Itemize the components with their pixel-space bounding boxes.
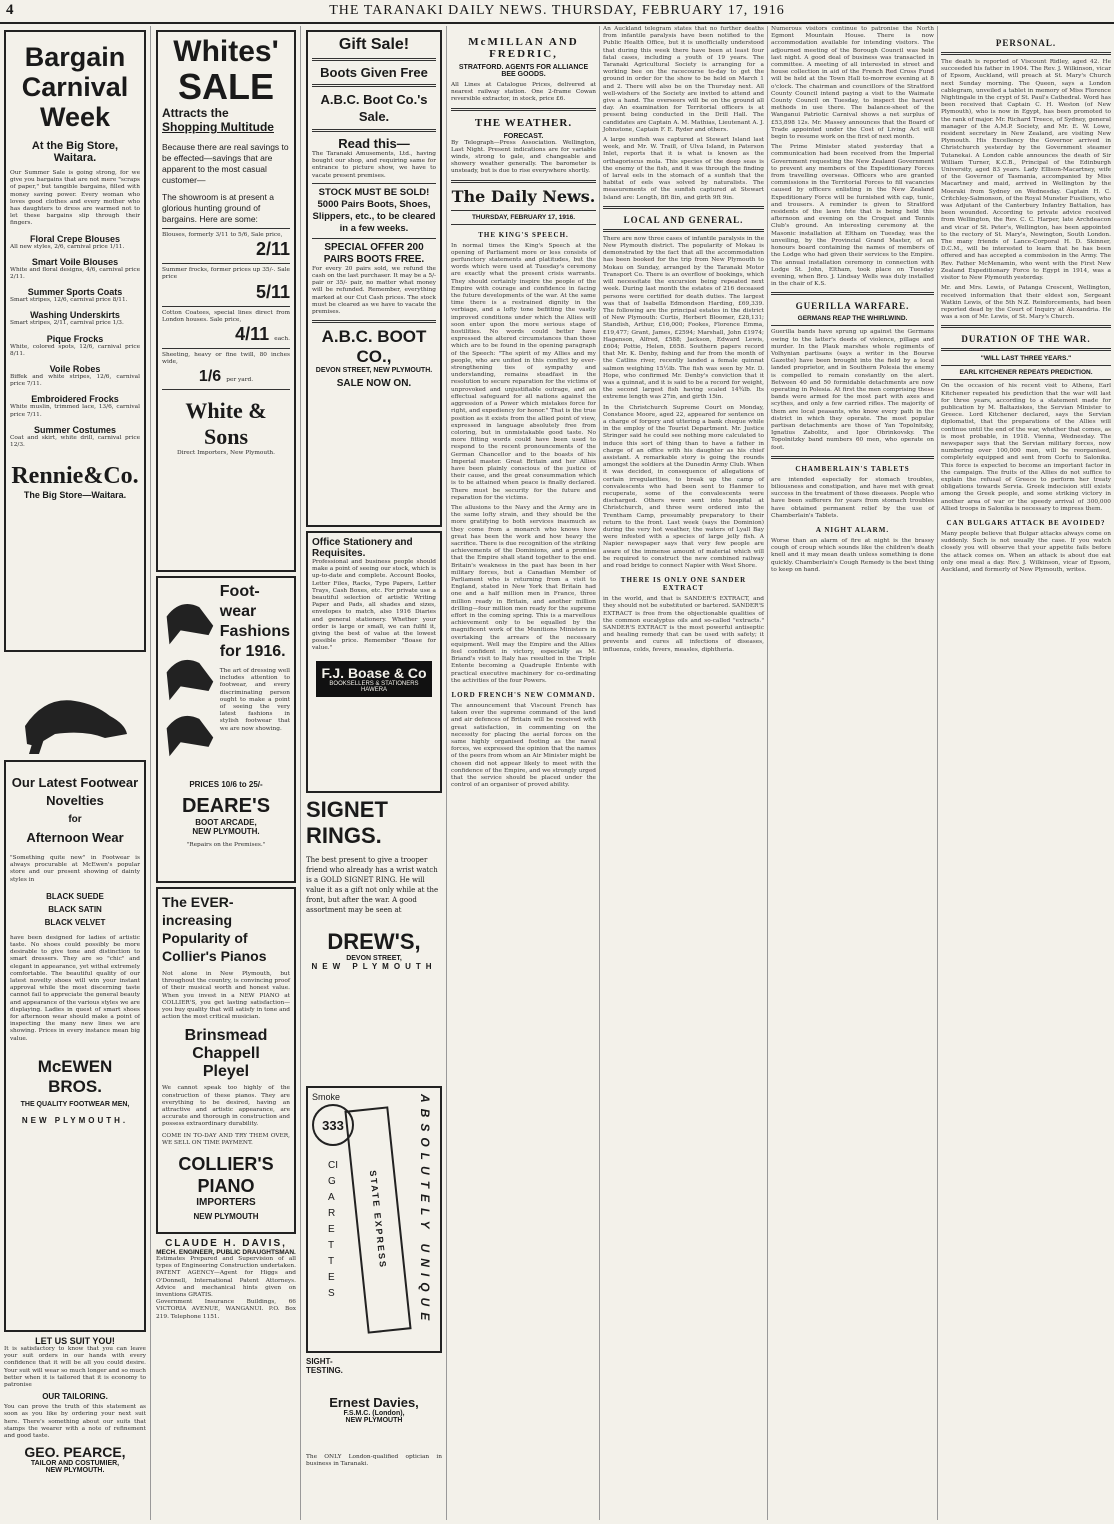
- duration-title: DURATION OF THE WAR.: [961, 334, 1091, 345]
- optician-ad: SIGHT-TESTING. Ernest Davies, F.S.M.C. (London), NEW PLYMOUTH The ONLY London-qualified optician in business in Taranaki.: [306, 1357, 442, 1468]
- rennie-logo: Rennie&Co.: [11, 463, 139, 490]
- whites-ad: Whites' SALE Attracts the Shopping Multitude Because there are real savings to be effected—savings that are apparent to the most casual customer— The showroom is at present a glorious hunting ground of bargains. Here are some: Blouses, formerly 3/11 to 5/6, Sale price, 2/11 Summer frocks, former prices up 35/-. Sale price 5/11 Cotton Coatees, special lines direct from London houses. Sale price, 4/11 each. Sheeting, heavy or fine twill, 80 inches wide, 1/6 per yard. White & Sons Direct Importers, New Plymouth.: [156, 30, 296, 572]
- masthead: THE TARANAKI DAILY NEWS. THURSDAY, FEBRUARY 17, 1916: [329, 3, 785, 18]
- guerilla-title: GUERILLA WARFARE.: [795, 301, 910, 312]
- davis-ad: CLAUDE H. DAVIS, MECH. ENGINEER, PUBLIC DRAUGHTSMAN. Estimates Prepared and Supervision of all types of Engineering Construction undertaken. PATENT AGENCY—Agent for Higgs and O'Donnell, International Patent Attorneys. Advice and mechanical hints given on inventions GRATIS. Government Insurance Buildings, 66 VICTORIA AVENUE, WANGANUI. P.O. Box 219. Telephone 1151.: [156, 1238, 296, 1320]
- drews-logo: DREW'S,: [327, 929, 421, 954]
- cigarette-number-badge: 333: [312, 1104, 354, 1146]
- list-item: Smart Voile Blouses White and floral designs, 4/6, carnival price 2/11.: [10, 256, 140, 281]
- column-7: PERSONAL. The death is reported of Viscount Ridley, aged 42. He succeeded his father in 1904. The Rev. J. Wilkinson, vicar of Epsom, Auckland, will preach at St. Mary's Church next Sunday morning. The Queen, says a London cablegram, unveiled a tablet in memory of Miss Florence Nightingale in the crypt of St. Paul's Cathedral. Word has been received that Captain C. H. Weston (of New Plymouth), who is now in Egypt, has been promoted to the rank of major. Mr. Richard Treece, of Sydney, general manager of the A.M.P. Society, and Mr. E. W. Lowe, resident secretary in New Zealand, are visiting New Plymouth. His Excellency the Governor arrived in Christchurch yesterday by the Government steamer Tutanekai. A London cable announces the death of Sir William Turner, K.C.B., Principal of the Edinburgh University, aged 83 years. Lady Ellison-Macartney, wife of the Governor of Tasmania, accompanied by Miss Macartney and maid, arrived in Wellington by the Moeraki from Sydney on Wednesday. Captain H. C. Critchley-Salmonson, of the Royal Munster Fusiliers, who was Adjutant of the Canterbury Infantry Battalion, has been wounded. According to private advice received from Wellington, the Rev. C. C. Harper, late Archdeacon and vicar of St. Peter's, Wellington, has been appointed to the rectory of St. Mary's, Newington, South London. The many friends of Lance-Corporal H. D. Skinner, D.C.M., will be interested to learn that he has been offered and has accepted a commission in the Army. The Rev. Father McMenamin, who went with the First New Zealand Expeditionary Force to Egypt in 1914, was a visitor to New Plymouth yesterday. Mr. and Mrs. Lewis, of Patanga Crescent, Wellington, received information that their eldest son, Sergeant Watkin Lewis, of the 5th N.Z. Reinforcements, had been reported dead by the Court of Inquiry at Alexandria. He was a son of Mr. Lewis, of St. Mary's Church. DURATION OF THE WAR. "WILL LAST THREE YEARS." EARL KITCHENER REPEATS PREDICTION. On the occasion of his recent visit to Athens, Earl Kitchener repeated his prediction that the war will last for three years, according to a statement made for publication by M. Baltaziskes, the Servian Minister to Greece. Lord Kitchener declared, says the Servian diplomatist, that the preparations of the Allies will continue until the end of the war, whether that comes, as is most probable, in 1918. Vienna, Wednesday. The newspaper says that the Servian military forces, now numbering over 100,000 men, will be reorganised, completely equipped and sent from Corfu to Salonika. This force is expected to become an important factor in the campaign. The fruits of the Allies do not suffice to explain the refusal of Greece to perform her treaty obligations towards Servia. Greek indecision still exists among the Greek people, and some striking victory in another area of war or the speedy arrival of 300,000 Allied troops in Salonika is necessary to impress them. CAN BULGARS ATTACK BE AVOIDED? Many people believe that Bulgar attacks always come on suddenly. Such is not usually the case. If you watch closely you will observe that your appetite fails before the attack comes on. When an attack is about due eat only one meal a day. Rev. J. Wilkinson, vicar of Epsom, Auckland, and formerly of New Plymouth, writes.: [941, 38, 1111, 573]
- deares-logo: DEARE'S: [181, 795, 271, 817]
- weather-title: THE WEATHER.: [474, 116, 573, 129]
- list-item: Summer Sports Coats Smart stripes, 12/6, carnival price 8/11.: [10, 287, 128, 304]
- column-6: Numerous visitors continue to patronise the North Egmont Mountain House. There is now accommodation available for intending visitors. The adjourned meeting of the Borough Council was held last night. A good deal of business was transacted in committee. A meeting of all interested in street and house collection in aid of the French Red Cross Fund will be held at the Town Hall to-morrow evening at 8 o'clock. The chairman and councillors of the Stratford County Council intend paying a visit to the Waimate County Council on Tuesday, to inspect the harvest methods in use there. The balance-sheet of the Wanganui Patriotic Carnival shows a net surplus of £53,898 12s. Mr. Massey announces that the Board of Trade appointed under the Cost of Living Act will begin to resume work on the first of next month. The Prime Minister stated yesterday that a communication had been received from the Imperial Government requesting the New Zealand Government to prevent any members of the Expeditionary Forces from travelling overseas. Officers who are granted commissions in the Territorial Forces to fill vacancies caused by officers enlisting in the New Zealand Expeditionary Force will be furnished with cap, tunic, and trousers. A reminder is given to Stratford residents of the lawn fete that is being held this afternoon and evening on the Croquet and Tennis Club's ground. An interesting ceremony at the Masonic installation at Eltham on Tuesday, was the unveiling, by the Provincial Grand Master, of an honours board containing the names of members of the Lodge who had given their services to the Empire. The annual installation ceremony in connection with Lodge St. John, Eltham, took place on Tuesday evening, when Bro. J. Lindsay Wells was duly installed in the chair of K.S. GUERILLA WARFARE. GERMANS REAP THE WHIRLWIND. Guerilla bands have sprung up against the Germans owing to the latter's deeds of violence, pillage and murder. In the Plauk marshes whole regiments of Volhynian partisans (says a writer in the Bourse Gazette) have been brought into the field by a local landed proprietor, and in Southern Polesia the enemy is compelled to remain constantly on the alert. Between 40 and 50 formidable detachments are now operating in Polesia. At first the men comprising these bands were armed for the most part with axes and scythes, and only a few carried rifles. The majority of them are local peasants, who know every path in the district in which they operate. The most popular partisan detachments are those of Yan Topolnitsky, Ignatius Zabolitz, and Igor Obrinkovsky. The Topolnitzky band numbers 60 men, who operate on foot. CHAMBERLAIN'S TABLETS are intended especially for stomach troubles, biliousness and constipation, and have met with great success in the treatment of those diseases. People who have been sufferers for years from stomach troubles have obtained permanent relief by the use of Chamberlain's Tablets. A NIGHT ALARM. Worse than an alarm of fire at night is the brassy cough of croup which sounds like the children's death knell and it may mean death unless something is done quickly. Chamberlain's Cough Remedy is the best thing to keep on hand.: [768, 26, 938, 1520]
- whites-logo: White & Sons: [185, 398, 267, 450]
- shoes-illustration: [162, 582, 220, 772]
- page-number: 4: [6, 2, 15, 18]
- signet-ad: SIGNET RINGS. The best present to give a trooper friend who already has a wrist watch is a GOLD SIGNET RING. He will value it as a gift not only while at the front, but after the war. A good assortment may be seen at DREW'S, DEVON STREET, NEW PLYMOUTH: [306, 797, 442, 1082]
- color-list: BLACK SUEDE BLACK SATIN BLACK VELVET: [44, 891, 106, 927]
- gift-sale-ad: Gift Sale! Boots Given Free A.B.C. Boot Co.'s Sale. Read this— The Taranaki Amusements, Ltd., having bought our shop, and requiring same for entrance to picture show, we have to vacate present premises. STOCK MUST BE SOLD! 5000 Pairs Boots, Shoes, Slippers, etc., to be cleared in a few weeks. SPECIAL OFFER 200 PAIRS BOOTS FREE. For every 20 pairs sold, we refund the cash on the last purchaser. It may be a 5/- pair or 35/- pair, no matter what money will be refunded. Remember, everything marked at our Cut Cash prices. The stock must be cleared as we have to vacate the premises. A.B.C. BOOT CO., DEVON STREET, NEW PLYMOUTH. SALE NOW ON.: [306, 30, 442, 527]
- column-1: [0, 26, 151, 1520]
- column-5: An Auckland telegram states that no further deaths from infantile paralysis have been notified to the Public Health Office, but it is unofficially understood that during this week there have been at least four fatal cases, including a youth of 19 years. The Taranaki Agricultural Society is arranging for a working bee on the racecourse to-day to get the ground in order for the show to be held on March 1 and 2. There will also be on the Thursday next. All well-wishers of the Society are invited to attend and give a hand. The overseers will be on the ground all day. An examination for Territorial officers is at present being conducted in the Drill Hall. The candidates are Captain A. M. Mathias, Lieutenant A. J. Johnstone, Captain F. E. Ryder and others. A large sunfish was captured at Stewart Island last week, and Mr. W. Traill, of Ulva Island, in Paterson Inlet, reports that it is what is known as the orthagoriscus mola. This species of the deep seas is the enemy of the fish, and it was through the finding of larval eels in the stomach of a sunfish that the habitat of eels was solved by naturalists. The measurements of the sunfish captured at Stewart Island are: Length, 8ft 8in, and girth 9ft 9in. LOCAL AND GENERAL. There are now three cases of infantile paralysis in the New Plymouth district. The popularity of Mokau is demonstrated by the fact that all the accommodation has been booked for the trip from New Plymouth to Mokau on Sunday, arranged by the Taranaki Motor Transport Co. There is an overflow of bookings, which will necessitate the excursion being repeated next week. During last month the estates of 216 deceased persons were certified for death duties. The largest was that of Isabella Edmondson Harding, £69,339. The following are the principal estates in the district of New Plymouth: Curtis, Herbert Bloomer, £28,131; Standish, Arthur, £16,000; Fookes, Florence Emma, £19,477; Grant, James, £2594; Marshall, John £1974; Hagenson, Alfred, £588; Jackson, Edward Lewis, £604; Pottie, Helen, £658. Southern papers record that Mr. K. Denby, fishing and fur from the month of the Catlins river, recently landed a female quinnat salmon weighing 15½lb. The fish was seen by Mr. D. Hope, who confirmed Mr. Denby's conviction that it was a quinnat, and it is said to be a record for weight, the second largest fish having scaled 14¾lb. Its extreme length was 27in, and girth 15in. In the Christchurch Supreme Court on Monday, Constance Moore, aged 22, appeared for sentence on a charge of forgery and uttering a bank cheque while in the employ of the Tourist Department. Mr. Justice Stringer said he could see nothing more calculated to induce this sort of thing than to have a father in charge of an office with his daughter as his chief assistant. A remarkable story is going the rounds amongst the soldiers at the Dunedin Army Club. When it was decided, in consequence of allegations of certain irregularities, to break up the camp of convalescents who had been sent to Hanmer to recuperate, some of the convalescents were discharged. Others were sent into hospital at Christchurch, and three were ordered into the Trentham Camp, presumably preparatory to their return to the front. Last week (says the Dominion) during the very hot weather, the waters of Lyall Bay were infested with a species of large jelly fish. A Napier newspaper says that very few people are aware of the immense amount of material which will be required to construct the new combined railway and road bridge to connect Napier with West Shore. THERE IS ONLY ONE SANDER EXTRACT in the world, and that is SANDER'S EXTRACT, and they should not be substituted or bartered. SANDER'S EXTRACT is free from the objectionable qualities of the common eucalyptus oils and so-called "extracts." SANDER'S EXTRACT is the most powerful antiseptic and healing remedy that can be used with safety; it prevents and cures all infections of diseases, influenza, colds, fevers, measles, diphtheria.: [600, 26, 768, 1520]
- list-item: Summer Costumes Coat and skirt, white drill, carnival price 12/3.: [10, 424, 140, 449]
- local-general-title: LOCAL AND GENERAL.: [623, 214, 744, 225]
- list-item: Voile Robes Biffek and white stripes, 12/6, carnival price 7/11.: [10, 364, 140, 388]
- deares-ad: Foot-wear Fashions for 1916. The art of dressing well includes attention to footwear, and every discriminating person ought to make a point of seeing the very latest fashions in stylish footwear that we are now showing. PRICES 10/6 to 25/- DEARE'S BOOT ARCADE, NEW PLYMOUTH. "Repairs on the Premises.": [156, 576, 296, 883]
- column-3: [302, 26, 447, 1520]
- daily-news-masthead: The Daily News.: [451, 186, 596, 206]
- list-item: Embroidered Frocks White muslin, trimmed lace, 13/6, carnival price 7/11.: [10, 394, 140, 418]
- footwear-ad: Our Latest Footwear Novelties for Afternoon Wear "Something quite new" in Footwear is always procurable at McEwen's popular store and our present showing of dainty styles in BLACK SUEDE BLACK SATIN BLACK VELVET have been designed for ladies of artistic taste. No shoes could possibly be more desirable to give tone and distinction to smart dressers. They are so "chic" and elegant in appearance, yet withal extremely comfortable. The beautiful quality of our latest novelty shoes will win your instant approval while the most discerning taste cannot fail to appreciate the general beauty and appearance of the various styles we are displaying. Ladies in quest of smart shoes for afternoon wear should make a point of inspecting the many new lines we are showing. Prices in every instance mean big value. McEWEN BROS. THE QUALITY FOOTWEAR MEN, NEW PLYMOUTH.: [4, 760, 146, 1332]
- boase-sign: F.J. Boase & Co BOOKSELLERS & STATIONERS HAWERA: [316, 661, 432, 697]
- colliers-ad: The EVER-increasing Popularity of Collier's Pianos Not alone in New Plymouth, but throughout the country, is convincing proof of their musical worth and honest value. When you invest in a NEW PIANO at COLLIER'S, you get lasting satisfaction—you buy quality that will satisfy in tone and action the most critical musician. Brinsmead Chappell Pleyel We cannot speak too highly of the construction of these pianos. They are everything to be desired, having an attractive and artistic appearance, are accurate and thorough in construction and possess extraordinary durability. COME IN TO-DAY AND TRY THEM OVER, WE SELL ON TIME PAYMENT. COLLIER'S PIANO IMPORTERS NEW PLYMOUTH: [156, 887, 296, 1234]
- bargain-ad: Bargain Carnival Week At the Big Store, Waitara. Our Summer Sale is going strong, for we give you bargains that are not mere "scraps of paper," but tangible bargains, filled with money saving power. Every woman who loves good clothes and every mother who has daughters to dress are warmed not to let these bargains slip through their fingers. Floral Crepe Blouses All new styles, 2/6, carnival price 1/11. Smart Voile Blouses White and floral designs, 4/6, carnival price 2/11. Summer Sports Coats Smart stripes, 12/6, carnival price 8/11. Washing Underskirts Smart stripes, 2/11, carnival price 1/3. Pique Frocks White, colored spots, 12/6, carnival price 8/11. Voile Robes Biffek and white stripes, 12/6, carnival price 7/11. Embroidered Frocks White muslin, trimmed lace, 13/6, carnival price 7/11. Summer Costumes Coat and skirt, white drill, carnival price 12/3. Rennie&Co. The Big Store—Waitara.: [4, 30, 146, 652]
- cigarettes-word: CIGARETTES: [328, 1160, 338, 1299]
- column-2: [152, 26, 301, 1520]
- footwear-title: Our Latest Footwear Novelties: [11, 775, 139, 808]
- bargain-subtitle: At the Big Store, Waitara.: [31, 140, 119, 164]
- list-item: Washing Underskirts Smart stripes, 2/11, carnival price 1/3.: [10, 310, 124, 327]
- tailor-ad: LET US SUIT YOU! It is satisfactory to know that you can leave your suit orders in our hands with every confidence that it will be all you could desire. Your suit will wear so much longer and so much better when it is tailored that it is economy to patronise OUR TAILORING. You can prove the truth of this statement as soon as you like by ordering your next suit here. There's something about our suits that stamps the wearer with a note of refinement and good taste. GEO. PEARCE, TAILOR AND COSTUMIER, NEW PLYMOUTH.: [4, 1336, 146, 1475]
- state-express-ad: Smoke 333 CIGARETTES STATE EXPRESS ABSOLUTELY UNIQUE: [306, 1086, 442, 1353]
- personal-title: PERSONAL.: [995, 38, 1057, 48]
- office-stationery-ad: Office Stationery and Requisites. Professional and business people should make a point of seeing our stock, which is up-to-date and complete. Account Books, Letter Files, Racks, Type Papers, Letter Trays, Cash Boxes, etc. For private use a beautiful selection of artistic Writing Paper and Pads, all shades and sizes, envelopes to match, also 1916 Diaries and general stationery. Whether your order is large or small, we can fulfil it, giving the best of value at the lowest possible price. Remember "Boase for value." F.J. Boase & Co BOOKSELLERS & STATIONERS HAWERA: [306, 531, 442, 793]
- page-header: [0, 0, 1114, 24]
- list-item: Floral Crepe Blouses All new styles, 2/6, carnival price 1/11.: [10, 233, 125, 250]
- cigarette-pack: STATE EXPRESS: [344, 1106, 411, 1333]
- mcmillan-title: McMILLAN AND FREDRIC,: [468, 36, 579, 60]
- bargain-title: Bargain Carnival Week: [21, 42, 129, 132]
- abc-logo: A.B.C. BOOT CO.,: [321, 327, 427, 367]
- shoe-illustration: [15, 656, 135, 756]
- mcewen-logo: McEWEN BROS.: [37, 1056, 113, 1096]
- column-4: McMILLAN AND FREDRIC, STRATFORD. AGENTS FOR ALLIANCE BEE GOODS. All Lines at Catalogue Prices, delivered at nearest railway station. One 2-frame Cowan reversible extractor, in stock, price £6. THE WEATHER. FORECAST. By Telegraph—Press Association. Wellington, Last Night. Present indications are for variable winds, strong to gale, and changeable and showery weather generally. The barometer is unsteady, but is due to rise everywhere shortly. The Daily News. THURSDAY, FEBRUARY 17, 1916. THE KING'S SPEECH. In normal times the King's Speech at the opening of Parliament more or less consists of perfunctory statements and platitudes, but the words which were used at Tuesday's ceremony are exactly what the present crisis warrants. They should certainly inspire the people of the Empire with courage and confidence in facing the future developments of the war. At the same time there is a restrained dignity in the verbiage, and a lofty tone befitting the vastly improved conditions under which the Allies will soon enter upon the more serious stage of hostilities. No words could better have expressed the altered circumstances than those which are to be found in the opening paragraph of the Speech: "The spirit of my Allies and my people, who are united in this conflict by ever-strengthening ties of sympathy and understanding, remains steadfast in the resolution to secure reparation for the victims of unprovoked and unjustifiable outrage, and an effectual safeguard for all nations against the aggression of a Power which mistakes force for right, and expediency for honor." That is the true position as it exists from the allied point of view, expressed in language absolutely free from coloring, but in unmistakable good taste. No more fitting words could have been used to respond to the recent pronouncements of the German Chancellor and to the boasts of his Imperial master. Great Britain and her Allies have been plainly conscious of the justice of their cause, and the great consummation which is to be attained when peace is finally declared. There must be security for the future and reparation for the victims. The allusions to the Navy and the Army are in the same lofty strain, and they should be the more gratifying to both services inasmuch as they come from a monarch who knows how great has been the work and how heavy the sacrifice. There is due recognition of the striking achievements of the Dominions, and a promise that the Empire shall stand together to the end. Britain's weakness in the past has been in her military forces, but a Canadian Member of Parliament who is returning from a visit to England, stated in New York that Britain had one and a half million men in France, three million ready in Britain, and another million drilling—four million men ready for the supreme effort in the coming spring. This is a marvellous achievement only to be equalled by the magnificent work of the Munitions Ministers in overtaking the arrears of the necessary equipment. Well may the Empire and the Allies feel confident in victory, especially as M. Briand's visit to Italy has resulted in the Triple Entente becoming a Quadruple Entente with practical executive machinery for co-ordinating the activities of the four Powers. LORD FRENCH'S NEW COMMAND. The announcement that Viscount French has taken over the supreme command of the land and air defences of Britain will be received with great satisfaction, in commenting on the necessity for placing the aerial forces on the same highly organised footing as the naval forces, we expressed the opinion that the names of the peers from whom an Air Minister might be chosen did not appear likely to meet with the confidence of the Empire, and we strongly urged that the service should be placed under the control of an organiser of proved ability.: [448, 26, 600, 1520]
- colliers-logo: COLLIER'S PIANO: [178, 1154, 274, 1197]
- bargain-list: [10, 234, 140, 450]
- list-item: Pique Frocks White, colored spots, 12/6, carnival price 8/11.: [10, 333, 140, 357]
- rennie-sub: The Big Store—Waitara.: [23, 490, 127, 501]
- absolutely-unique: ABSOLUTELY UNIQUE: [418, 1094, 432, 1327]
